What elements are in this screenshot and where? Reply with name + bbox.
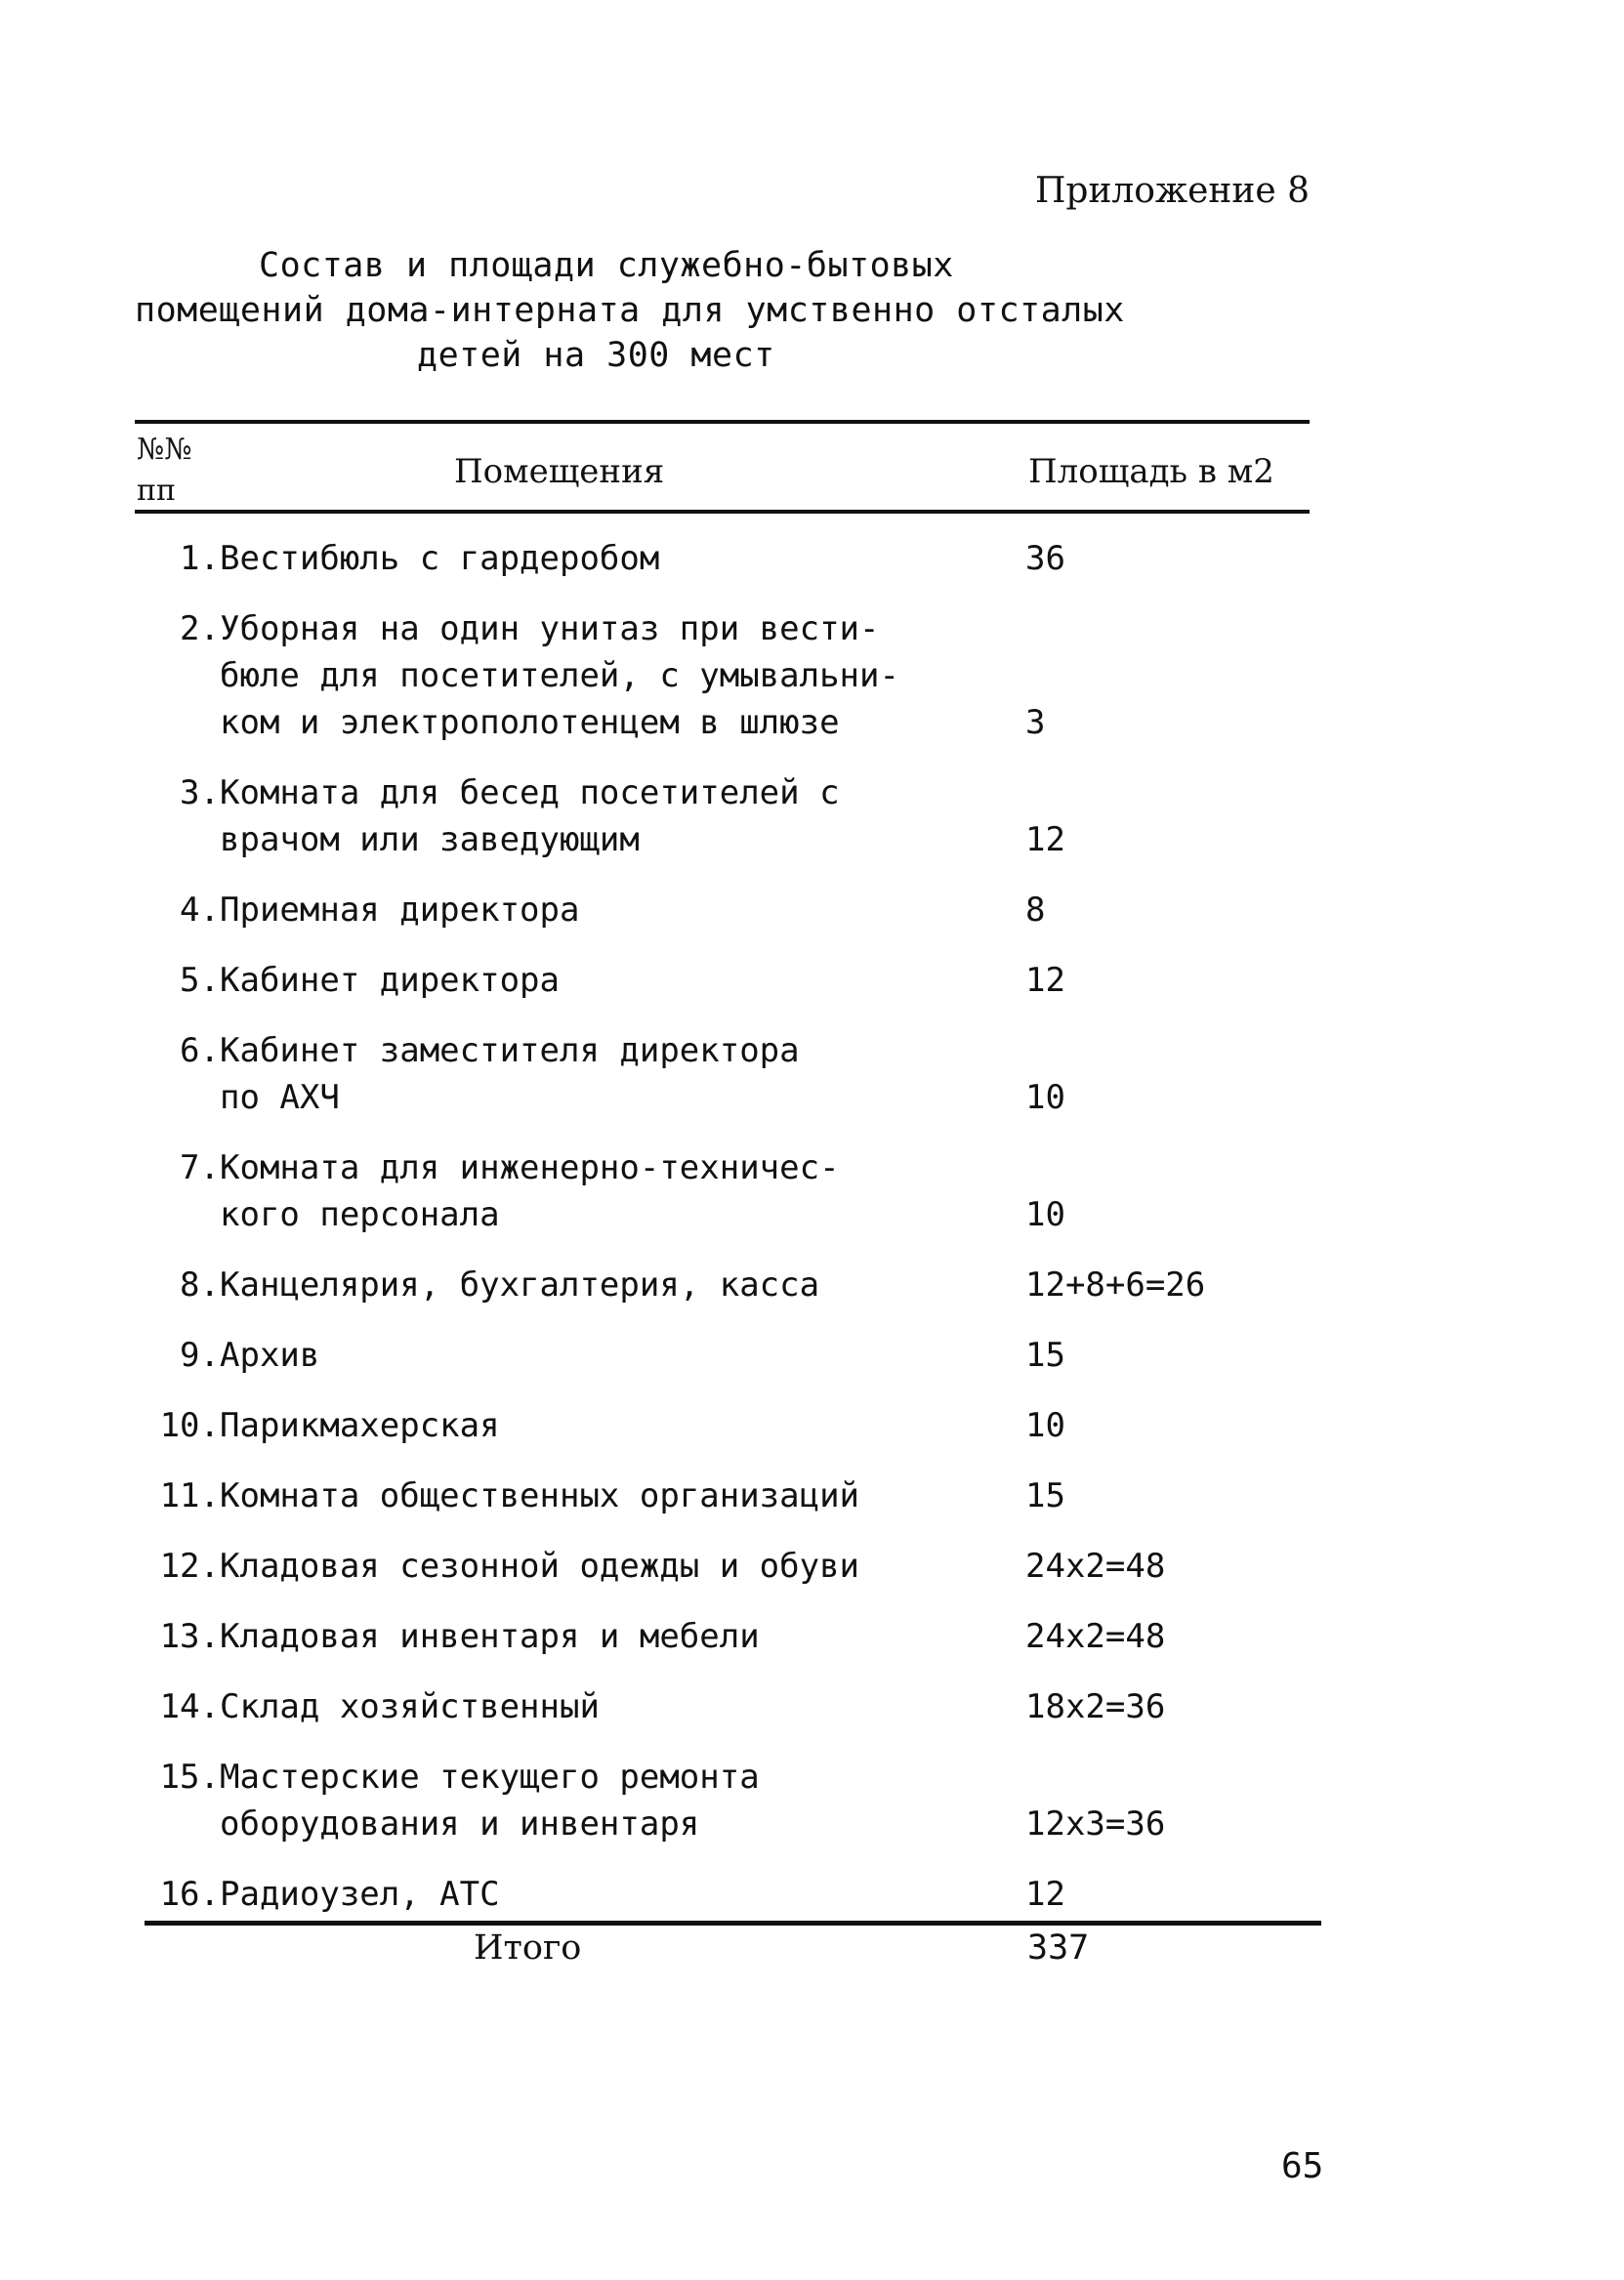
row-number: 8. [180, 1265, 220, 1305]
table-top-rule [135, 420, 1310, 424]
row-number: 6. [180, 1031, 220, 1070]
room-name: Кладовая инвентаря и мебели [220, 1617, 760, 1656]
column-header-number-line-1: №№ [137, 433, 192, 467]
table-row [0, 1543, 1624, 1590]
room-name: Кладовая сезонной одежды и обуви [220, 1547, 860, 1586]
row-number: 12. [159, 1547, 220, 1586]
row-number: 16. [159, 1875, 220, 1914]
table-body [0, 535, 1624, 1941]
table-row [0, 1613, 1624, 1660]
room-name: Вестибюль с гардеробом [220, 539, 660, 578]
room-name: Кабинет директора [220, 961, 560, 1000]
room-area: 18x2=36 [1025, 1687, 1166, 1726]
document-title-line-1: Состав и площади служебно-бытовых [259, 246, 954, 285]
row-number: 9. [180, 1336, 220, 1375]
table-row [0, 1472, 1624, 1519]
room-area: 24x2=48 [1025, 1547, 1166, 1586]
table-row [0, 535, 1624, 582]
row-number: 15. [159, 1758, 220, 1797]
column-header-number [137, 430, 192, 512]
room-name: Уборная на один унитаз при вести- бюле для посетителей, с умывальни- ком и электрополотенцем в шлюзе [220, 609, 899, 742]
room-name: Архив [220, 1336, 320, 1375]
room-area: 15 [1025, 1336, 1065, 1375]
room-area: 10 [1025, 1406, 1065, 1445]
table-row [0, 887, 1624, 933]
row-number: 11. [159, 1476, 220, 1515]
table-header-rule [135, 510, 1310, 514]
room-area: 15 [1025, 1476, 1065, 1515]
room-area: 36 [1025, 539, 1065, 578]
table-row [0, 605, 1624, 746]
table-bottom-rule [145, 1921, 1321, 1926]
table-row [0, 1332, 1624, 1379]
table-row [0, 1144, 1624, 1238]
room-area: 10 [1025, 1195, 1065, 1234]
row-number: 5. [180, 961, 220, 1000]
room-area: 24x2=48 [1025, 1617, 1166, 1656]
row-number: 10. [159, 1406, 220, 1445]
room-name: Комната для бесед посетителей с врачом или заведующим [220, 773, 840, 859]
row-number: 1. [180, 539, 220, 578]
room-area: 12 [1025, 961, 1065, 1000]
room-area: 10 [1025, 1078, 1065, 1117]
column-header-rooms: Помещения [454, 452, 665, 491]
total-value: 337 [1027, 1928, 1090, 1968]
table-row [0, 957, 1624, 1004]
room-name: Комната общественных организаций [220, 1476, 860, 1515]
table-row [0, 1402, 1624, 1449]
row-number: 14. [159, 1687, 220, 1726]
room-name: Кабинет заместителя директора по АХЧ [220, 1031, 800, 1117]
column-header-number-line-2: пп [137, 474, 176, 508]
page-number: 65 [1281, 2146, 1324, 2186]
row-number: 3. [180, 773, 220, 812]
table-row [0, 1683, 1624, 1730]
room-area: 3 [1025, 703, 1046, 742]
room-name: Мастерские текущего ремонта оборудования и инвентаря [220, 1758, 760, 1844]
room-name: Радиоузел, АТС [220, 1875, 500, 1914]
column-header-area: Площадь в м2 [1028, 452, 1274, 491]
room-area: 12 [1025, 820, 1065, 859]
room-area: 8 [1025, 891, 1046, 930]
row-number: 2. [180, 609, 220, 648]
table-row [0, 1871, 1624, 1918]
room-name: Приемная директора [220, 891, 580, 930]
room-name: Парикмахерская [220, 1406, 500, 1445]
room-name: Склад хозяйственный [220, 1687, 600, 1726]
room-area: 12x3=36 [1025, 1804, 1166, 1844]
row-number: 7. [180, 1148, 220, 1187]
appendix-label: Приложение 8 [1035, 171, 1311, 211]
room-name: Комната для инженерно-техничес- кого персонала [220, 1148, 840, 1234]
room-name: Канцелярия, бухгалтерия, касса [220, 1265, 820, 1305]
row-number: 4. [180, 891, 220, 930]
document-title-line-3: детей на 300 мест [417, 336, 775, 375]
table-row [0, 1262, 1624, 1308]
table-row [0, 1027, 1624, 1121]
room-area: 12+8+6=26 [1025, 1265, 1206, 1305]
total-label: Итого [474, 1928, 582, 1968]
document-title-line-2: помещений дома-интерната для умственно отсталых [135, 291, 1125, 330]
room-area: 12 [1025, 1875, 1065, 1914]
row-number: 13. [159, 1617, 220, 1656]
table-row [0, 769, 1624, 863]
table-row [0, 1754, 1624, 1847]
